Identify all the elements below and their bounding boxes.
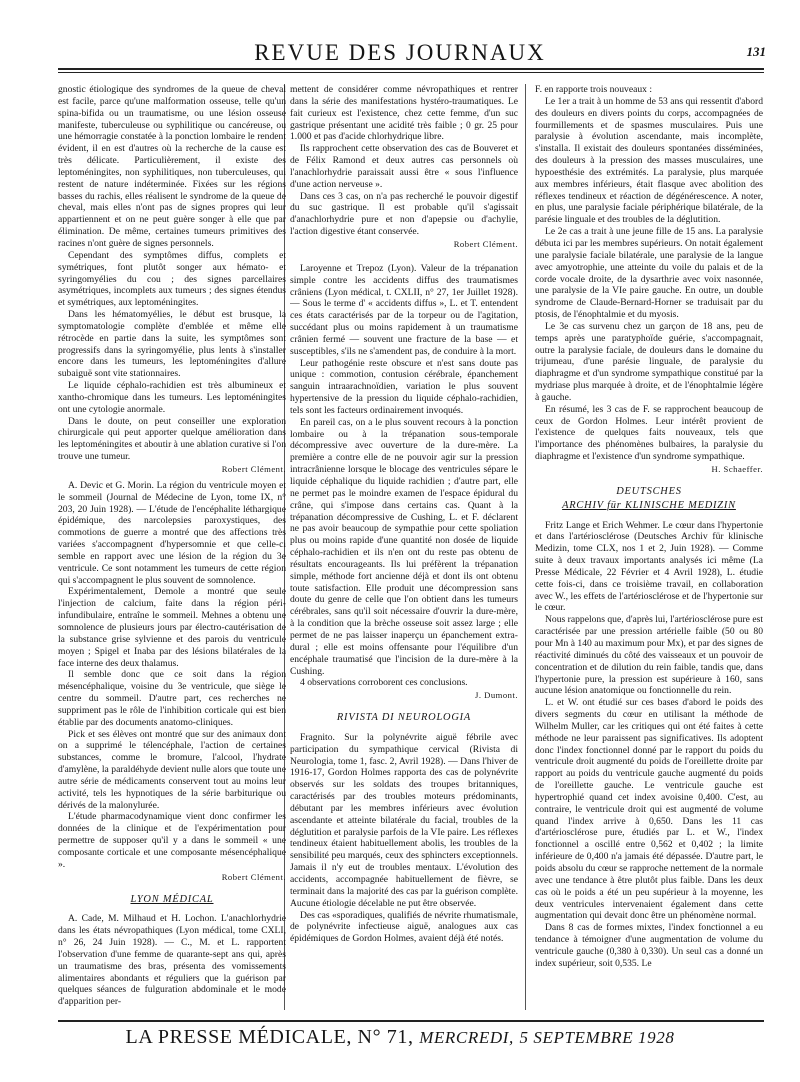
paragraph: Dans 8 cas de formes mixtes, l'index fonctionnel a eu tendance à témoigner d'une augmentation de volume du ventricule gauche (0,380 à 0,330). Un seul cas a donné un index supérieur, soit 0,535. Le: [535, 922, 763, 969]
footer-date: 5 SEPTEMBRE 1928: [519, 1028, 675, 1047]
paragraph: Dans ces 3 cas, on n'a pas recherché le pouvoir digestif du suc gastrique. Il est probable qu'il s'agissait d'anachlorhydrie pure et non d'apepsie ou d'achylie, l'action digestive étant conservée.: [290, 190, 518, 238]
article-heading-paragraph: Fragnito. Sur la polynévrite aiguë fébrile avec participation du sympathique cervical (Rivista di Neurologia, tome 1, fasc. 2, Avril 1928). — Dans l'hiver de 1916-17, Gordon Holmes rapporta des cas de polynévrite observés sur les soldats des troupes britanniques, caractérisés par des troubles moteurs prédominants, débutant par les membres inférieurs avec évolution ascendante et atteinte bilatérale du facial, troubles de la déglutition et paralysie parfois de la VIe paire. Les réflexes tendineux étaient habituellement abolis, les troubles de la sensibilité peu marqués, ceux des sphincters exceptionnels. Jamais il n'y eut de troubles mentaux. L'évolution des accidents, accompagnée habituellement de fièvre, se terminait dans la majorité des cas par la guérison complète. Aucune étiologie décelable ne put être observée.: [290, 731, 518, 909]
paragraph: gnostic étiologique des syndromes de la queue de cheval est facile, parce qu'une malformation osseuse, telle qu'un spina-bifida ou un traumatisme, ou une lésion osseuse manifeste, tuberculeuse ou syphilitique ou cancéreuse, ou une hémorragie constatée à la ponction lombaire le rendent évident, il en est d'autres où la recherche de la cause est très délicate. Particulièrement, il existe des leptoméningites, non syphilitiques, non tuberculeuses, qui restent de nature indéterminée. Fixées sur les régions basses du rachis, elles réalisent le syndrome de la queue de cheval, mais elles n'ont pas de signes propres qui leur appartiennent et on ne peut guère songer à elle que par élimination. De même, certaines tumeurs primitives des racines n'ont guère de signes personnels.: [58, 84, 286, 249]
paragraph: Le 3e cas survenu chez un garçon de 18 ans, peu de temps après une paratyphoïde guérie, s'accompagnait, outre la paralysie faciale, de douleurs dans le domaine du trijumeau, d'une parésie linguale, de paralysie du diaphragme et d'un syndrome sympathique constitué par la mydriase plus marquée à droite, et de l'énophtalmie légère à gauche.: [535, 320, 763, 403]
running-header-title: REVUE DES JOURNAUX: [254, 40, 546, 65]
paragraph: F. en rapporte trois nouveaux :: [535, 84, 652, 95]
paragraph: Cependant des symptômes diffus, complets et symétriques, font plutôt songer aux hémato- et syringomyélies du cou ; des signes parcellaires asymétriques, incomplets aux tumeurs ; des signes étendus et symétriques, aux leptoméningites.: [58, 249, 286, 309]
paragraph: L. et W. ont étudié sur ces bases d'abord le poids des divers segments du cœur en utilisant la méthode de Wilhelm Muller, car les critiques qui ont été faites à cette méthode ne leur paraissent pas significatives. Ils adoptent donc l'index fonctionnel donné par le rapport du poids du ventricule droit augmenté du poids de l'oreillette droite par rapport au poids du ventricule gauche augmenté du poids de l'oreillette gauche. Le ventricule gauche est hypertrophié quand cet index avoisine 0,400. C'est, au contraire, le ventricule droit qui est augmenté de volume quand l'index arrive à 0,650. Dans les 11 cas d'artériosclérose pure, étudiés par L. et W., l'index fonctionnel a oscillé entre 0,562 et 0,402 ; la limite inférieure de 0,400 n'a jamais été dépassée. D'autre part, le poids absolu du cœur se rapproche nettement de la normale avec une tendance à être plutôt plus faible. Dans les deux cas où le poids a été un peu supérieur à la moyenne, les deux ventricules intervenaient également dans cette augmentation qui devait donc être un phénomène normal.: [535, 697, 763, 922]
column-left: [58, 84, 286, 1014]
footer-journal: LA PRESSE MÉDICALE, N° 71,: [125, 1026, 414, 1048]
paragraph: Dans les hématomyélies, le début est brusque, la symptomatologie complète d'emblée et même elle rétrocède en partie dans la suite, les symptômes sont progressifs dans la syringomyélie, plus lents à s'installer encore dans les tumeurs, les leptoméningites d'allure subaiguë sont vite stationnaires.: [58, 309, 286, 380]
author-signature: Robert Clément.: [453, 238, 518, 249]
article-heading-paragraph: A. Devic et G. Morin. La région du ventricule moyen et le sommeil (Journal de Médecine de Lyon, tome IX, n° 203, 20 Juin 1928). — L'étude de l'encéphalite léthargique épidémique, des narcolepsies paroxystiques, des commotions de guerre a montré que des affections très variées s'accompagnent d'hypersomnie et que celle-ci semble en rapport avec une lésion de la région du 3e ventricule. Ce sont notamment les tumeurs de cette région qui s'accompagnent le plus souvent de somnolence.: [58, 479, 286, 586]
article-heading-paragraph: Laroyenne et Trepoz (Lyon). Valeur de la trépanation simple contre les accidents diffus des traumatismes crâniens (Lyon médical, t. CXLII, n° 27, 1er Juillet 1928). — Sous le terme d' « accidents diffus », L. et T. entendent ces états caractérisés par de la torpeur ou de l'agitation, succédant plus ou moins rapidement à un traumatisme crânien fermé — souvent une fracture de la base — et susceptibles, s'ils ne s'amendent pas, de conduire à la mort.: [290, 262, 518, 357]
paragraph: En pareil cas, on a le plus souvent recours à la ponction lombaire ou à la trépanation sous-temporale décompressive avec ouverture de la dure-mère. La première a contre elle de ne pouvoir agir sur la pression intracrânienne lorsque le blocage des ventricules sépare le liquide céphalique du liquide rachidien ; d'autre part, elle ne permet pas le moindre examen de l'espace épidural du crâne, qui s'impose dans certains cas. Quant à la trépanation décompressive de Cushing, L. et F. déclarent ne pas avoir beaucoup de sympathie pour cette spoliation plus ou moins rapide d'une quantité non dosée de liquide céphalo-rachidien et ils n'en ont du reste pas obtenu de résultats encourageants. Ils lui préfèrent la trépanation simple, méthode fort ancienne déjà et dont ils ont obtenu toute satisfaction. Elle produit une décompression sans doute du genre de celle que l'on obtient dans les tumeurs cérébrales, sans qu'il soit nécessaire d'ouvrir la dure-mère, à la condition que la brèche osseuse soit assez large ; elle permet de ne pas laisser inaperçu un épanchement extra-dural ; elle est moins offensante pour l'équilibre d'un encéphale traumatisé que l'incision de la dure-mère à la Cushing.: [290, 416, 518, 677]
paragraph: Le 1er a trait à un homme de 53 ans qui ressentit d'abord des douleurs en divers points du corps, accompagnées de fourmillements et de spasmes musculaires. Puis une paralysie à évolution ascendante, mais incomplète, s'installa. Il existait des douleurs spontanées disséminées, des douleurs à la pression des masses musculaires, une hypoesthésie des extrémités. La paralysie, plus marquée aux membres inférieurs, était flasque avec abolition des réflexes tendineux et réaction de dégénérescence. A noter, en plus, une paralysie faciale périphérique bilatérale, de la parésie linguale et des troubles de la déglutition.: [535, 95, 763, 226]
author-signature: H. Schaeffer.: [711, 464, 763, 474]
paragraph: Leur pathogénie reste obscure et n'est sans doute pas unique : commotion, contusion cérébrale, épanchement sanguin intraarachnoïdien, variation le plus souvent hypertensive de la pression du liquide céphalo-rachidien, tels sont les facteurs ordinairement invoqués.: [290, 357, 518, 416]
header-rule: [58, 68, 764, 70]
paragraph: En résumé, les 3 cas de F. se rapprochent beaucoup de ceux de Gordon Holmes. Leur intérêt provient de l'existence de quelques faits nouveaux, tels que l'importance des phénomènes bulbaires, la paralysie du diaphragme et l'existence d'un syndrome sympathique.: [535, 403, 763, 463]
column-separator: [525, 84, 526, 1010]
footer-day: MERCREDI,: [419, 1028, 514, 1047]
paragraph: Le liquide céphalo-rachidien est très albumineux et xantho-chromique dans les tumeurs. Les leptoméningites ont une cytologie anormale.: [58, 380, 286, 415]
paragraph: Nous rappelons que, d'après lui, l'artériosclérose pure est caractérisée par une pression artérielle faible (50 ou 80 pour Mn à 140 au maximum pour Mx), et par des signes de réactivité diminués du côté des vaisseaux et un pouvoir de concentration et de dilution du rein faible, tandis que, dans l'hypertonie pure, la pression est supérieure à 160, sans aucune lésion anatomique ou fonctionnelle du rein.: [535, 614, 763, 697]
paragraph: Des cas «sporadiques, qualifiés de névrite rhumatismale, de polynévrite infectieuse aiguë, analogues aux cas épidémiques de Gordon Holmes, avaient déjà été notés.: [290, 909, 518, 945]
article-heading-paragraph: Fritz Lange et Erich Wehmer. Le cœur dans l'hypertonie et dans l'artériosclérose (Deutsches Archiv für klinische Medizin, tome CLX, nos 1 et 2, Juin 1928). — Comme suite à deux travaux importants analysés ici même (La Presse Médicale, 22 Février et 4 Avril 1928), L. étudie cette fois-ci, dans ce troisième travail, en collaboration avec W., les effets de l'artériosclérose et de l'hypertonie sur le cœur.: [535, 519, 763, 614]
paragraph: L'étude pharmacodynamique vient donc confirmer les données de la clinique et de l'expérimentation pour permettre de supposer qu'il y a dans le sommeil « une composante corticale et une composante mésencéphalique ».: [58, 811, 286, 870]
header-rule-thin: [58, 72, 764, 73]
paragraph: Ils rapprochent cette observation des cas de Bouveret et de Félix Ramond et deux autres cas personnels où l'anachlorhydrie paraissait aussi être « sous l'influence d'une action nerveuse ».: [290, 143, 518, 190]
author-signature: J. Dumont.: [475, 690, 518, 701]
column-middle: [290, 84, 518, 1014]
paragraph: Dans le doute, on peut conseiller une exploration chirurgicale qui peut apporter quelque amélioration dans les leptoméningites et aboutir à une ablation curative si l'on trouve une tumeur.: [58, 415, 286, 463]
section-heading-lyon-medical: LYON MÉDICAL: [130, 893, 214, 905]
section-heading-archiv: ARCHIV für KLINISCHE MEDIZIN: [562, 499, 736, 511]
column-right: [535, 84, 763, 1014]
footer-rule: [58, 1020, 764, 1022]
paragraph: mettent de considérer comme névropathiques et rentrer dans la série des manifestations hystéro-traumatiques. Le fait curieux est l'existence, chez cette femme, d'un suc gastrique présentant une acidité très faible ; 0 gr. 25 pour 1.000 et pas d'acide chlorhydrique libre.: [290, 84, 518, 143]
page-number: 131: [746, 44, 766, 59]
section-heading-rivista: RIVISTA DI NEUROLOGIA: [336, 712, 472, 724]
paragraph: Pick et ses élèves ont montré que sur des animaux dont on a supprimé le télencéphale, l'action de certaines substances, comme le bromure, l'alcool, l'hydrate d'amylène, la paraldéhyde devient nulle alors que toute une autre série de médicaments conservent tout au moins leur activité, tels les hypnotiques de la série barbiturique ou dérivés de la malonylurée.: [58, 728, 286, 811]
author-signature: Robert Clément.: [221, 464, 286, 474]
paragraph: Expérimentalement, Demole a montré que seule l'injection de calcium, faite dans la région péri-infundibulaire, entraîne le sommeil. Mehnes a obtenu une somnolence de plusieurs jours par électro-cautérisation de la substance grise sylvienne et des parois du ventricule moyen ; Spigel et Inaba par des lésions bilatérales de la face interne des deux thalamus.: [58, 586, 286, 669]
author-signature: Robert Clément.: [221, 871, 286, 882]
paragraph: 4 observations corroborent ces conclusions.: [300, 677, 468, 689]
paragraph: Il semble donc que ce soit dans la région mésencéphalique, voisine du 3e ventricule, que siège le centre du sommeil. D'autre part, ces recherches ne suppriment pas le rôle de l'inhibition corticale qui est bien établie par des documents anatomo-cliniques.: [58, 669, 286, 728]
paragraph: Le 2e cas a trait à une jeune fille de 15 ans. La paralysie débuta ici par les membres supérieurs. On notait également une paralysie faciale bilatérale, une paralysie de la langue avec amyotrophie, une atteinte du voile du palais et de la corde vocale droite, de la dysarthrie avec voix nasonnée, une paralysie de la VIe paire gauche. En outre, un double syndrome de Claude-Bernard-Horner se traduisait par du ptosis, de l'énophtalmie et du myosis.: [535, 226, 763, 321]
section-heading-deutsches: DEUTSCHES: [616, 485, 682, 497]
article-heading-paragraph: A. Cade, M. Milhaud et H. Lochon. L'anachlorhydrie dans les états névropathiques (Lyon médical, tome CXLI, n° 26, 24 Juin 1928). — C., M. et L. rapportent l'observation d'une femme de quarante-sept ans qui, après un traumatisme des bras, présenta des vomissements alimentaires abondants et réguliers que la guérison par quelques séances de fulguration abdominale et le mode d'apparition per-: [58, 913, 286, 1008]
page-footer: [0, 1026, 800, 1049]
